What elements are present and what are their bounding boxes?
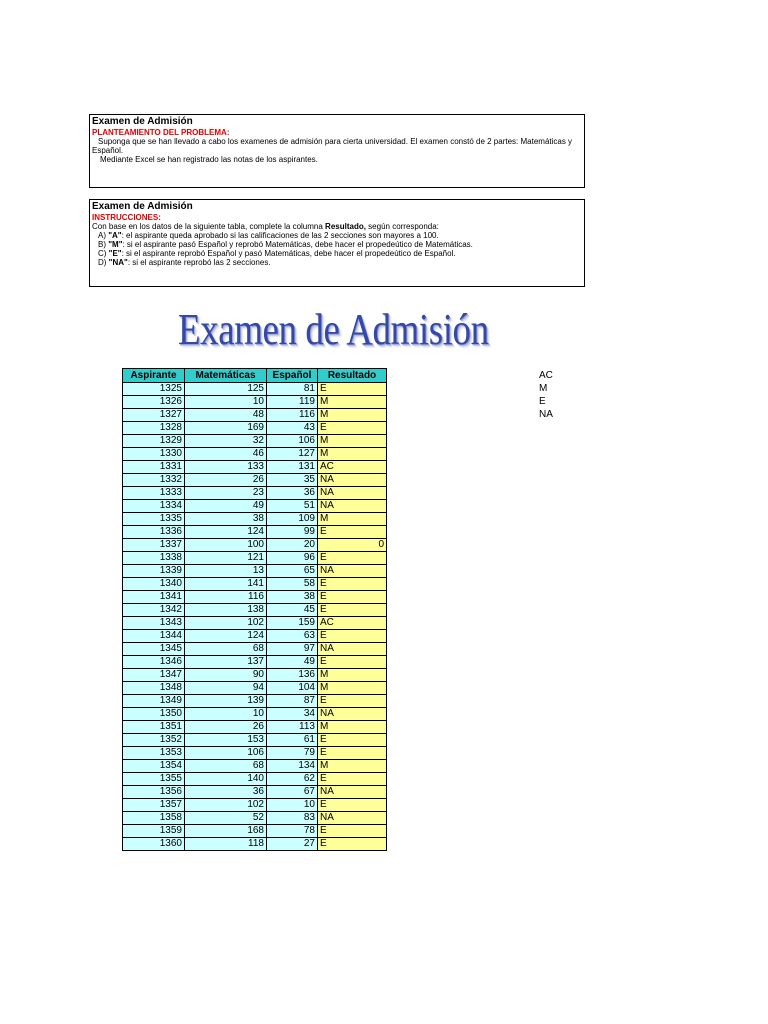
table-row	[123, 435, 387, 448]
cell-matematicas[interactable]: 138	[185, 604, 267, 617]
cell-espanol[interactable]: 34	[267, 708, 318, 721]
cell-espanol[interactable]: 45	[267, 604, 318, 617]
table-row	[123, 578, 387, 591]
header-row	[123, 369, 387, 383]
cell-resultado[interactable]: NA	[318, 812, 387, 825]
intro-text: Con base en los datos de la siguiente tabla, complete la columna	[92, 222, 326, 231]
cell-matematicas[interactable]: 100	[185, 539, 267, 552]
main-title: Examen de Admisión	[178, 305, 489, 354]
cell-espanol[interactable]: 63	[267, 630, 318, 643]
cell-aspirante[interactable]: 1327	[123, 409, 185, 422]
cell-espanol[interactable]: 10	[267, 799, 318, 812]
cell-aspirante[interactable]: 1334	[123, 500, 185, 513]
cell-espanol[interactable]: 65	[267, 565, 318, 578]
cell-resultado[interactable]: NA	[318, 500, 387, 513]
cell-resultado[interactable]: NA	[318, 487, 387, 500]
cell-matematicas[interactable]: 13	[185, 565, 267, 578]
header-aspirante[interactable]: Aspirante	[123, 369, 185, 383]
cell-resultado[interactable]: M	[318, 513, 387, 526]
cell-resultado[interactable]: M	[318, 669, 387, 682]
table-row	[123, 409, 387, 422]
cell-matematicas[interactable]: 124	[185, 630, 267, 643]
cell-espanol[interactable]: 20	[267, 539, 318, 552]
cell-aspirante[interactable]: 1351	[123, 721, 185, 734]
cell-espanol[interactable]: 36	[267, 487, 318, 500]
cell-espanol[interactable]: 87	[267, 695, 318, 708]
cell-espanol[interactable]: 97	[267, 643, 318, 656]
cell-resultado[interactable]: E	[318, 747, 387, 760]
intro-tail: según corresponda:	[365, 222, 439, 231]
instruction-item-c	[92, 249, 582, 258]
table-row	[123, 760, 387, 773]
cell-resultado[interactable]: E	[318, 422, 387, 435]
cell-resultado[interactable]: E	[318, 552, 387, 565]
item-code: "M"	[108, 240, 123, 249]
table-row	[123, 695, 387, 708]
legend-item: E	[539, 396, 546, 407]
cell-matematicas[interactable]: 124	[185, 526, 267, 539]
cell-espanol[interactable]: 119	[267, 396, 318, 409]
cell-resultado[interactable]: M	[318, 435, 387, 448]
cell-aspirante[interactable]: 1335	[123, 513, 185, 526]
cell-resultado[interactable]: E	[318, 838, 387, 851]
table-row	[123, 708, 387, 721]
table-row	[123, 669, 387, 682]
cell-espanol[interactable]: 109	[267, 513, 318, 526]
table-row	[123, 630, 387, 643]
cell-matematicas[interactable]: 125	[185, 383, 267, 396]
cell-resultado[interactable]: E	[318, 799, 387, 812]
header-resultado[interactable]: Resultado	[318, 369, 387, 383]
cell-aspirante[interactable]: 1333	[123, 487, 185, 500]
cell-espanol[interactable]: 99	[267, 526, 318, 539]
table-row	[123, 474, 387, 487]
results-table	[122, 368, 387, 851]
table-row	[123, 565, 387, 578]
intro-bold: Resultado,	[325, 222, 366, 231]
item-text: : si el aspirante reprobó las 2 secciones.	[127, 258, 271, 267]
cell-resultado[interactable]: NA	[318, 474, 387, 487]
table-row	[123, 526, 387, 539]
table-row	[123, 422, 387, 435]
cell-resultado[interactable]: E	[318, 604, 387, 617]
item-code: "E"	[108, 249, 122, 258]
table-row	[123, 383, 387, 396]
header-matematicas[interactable]: Matemáticas	[185, 369, 267, 383]
cell-matematicas[interactable]: 153	[185, 734, 267, 747]
table-row	[123, 656, 387, 669]
cell-espanol[interactable]: 38	[267, 591, 318, 604]
cell-resultado[interactable]: AC	[318, 461, 387, 474]
cell-resultado[interactable]: AC	[318, 617, 387, 630]
cell-espanol[interactable]: 27	[267, 838, 318, 851]
cell-espanol[interactable]: 116	[267, 409, 318, 422]
cell-matematicas[interactable]: 90	[185, 669, 267, 682]
cell-aspirante[interactable]: 1353	[123, 747, 185, 760]
cell-espanol[interactable]: 83	[267, 812, 318, 825]
legend-item: M	[539, 383, 548, 394]
table-row	[123, 396, 387, 409]
cell-aspirante[interactable]: 1354	[123, 760, 185, 773]
table-row	[123, 799, 387, 812]
table-row	[123, 448, 387, 461]
table-row	[123, 617, 387, 630]
cell-espanol[interactable]: 127	[267, 448, 318, 461]
cell-espanol[interactable]: 43	[267, 422, 318, 435]
cell-espanol[interactable]: 134	[267, 760, 318, 773]
table-row	[123, 812, 387, 825]
instruction-item-b	[92, 240, 582, 249]
cell-matematicas[interactable]: 32	[185, 435, 267, 448]
header-espanol[interactable]: Español	[267, 369, 318, 383]
cell-espanol[interactable]: 35	[267, 474, 318, 487]
cell-matematicas[interactable]: 102	[185, 799, 267, 812]
table-row	[123, 682, 387, 695]
cell-aspirante[interactable]: 1337	[123, 539, 185, 552]
cell-matematicas[interactable]: 141	[185, 578, 267, 591]
cell-matematicas[interactable]: 26	[185, 474, 267, 487]
item-text: : si el aspirante pasó Español y reprobó Matemáticas, debe hacer el propedeútico de Matemáticas.	[122, 240, 473, 249]
cell-aspirante[interactable]: 1358	[123, 812, 185, 825]
cell-espanol[interactable]: 78	[267, 825, 318, 838]
cell-matematicas[interactable]: 26	[185, 721, 267, 734]
cell-resultado[interactable]: E	[318, 526, 387, 539]
cell-matematicas[interactable]: 10	[185, 396, 267, 409]
box1-line-2: Español.	[92, 146, 124, 155]
cell-resultado[interactable]: NA	[318, 786, 387, 799]
table-row	[123, 513, 387, 526]
item-text: : el aspirante queda aprobado si las calificaciones de las 2 secciones son mayores a 100.	[121, 231, 439, 240]
table-body	[123, 383, 387, 851]
cell-matematicas[interactable]: 46	[185, 448, 267, 461]
cell-aspirante[interactable]: 1336	[123, 526, 185, 539]
cell-resultado[interactable]: M	[318, 448, 387, 461]
cell-resultado[interactable]: E	[318, 630, 387, 643]
box1-line-3: Mediante Excel se han registrado las notas de los aspirantes.	[100, 155, 318, 164]
cell-aspirante[interactable]: 1357	[123, 799, 185, 812]
cell-espanol[interactable]: 96	[267, 552, 318, 565]
cell-matematicas[interactable]: 137	[185, 656, 267, 669]
cell-espanol[interactable]: 81	[267, 383, 318, 396]
cell-resultado[interactable]: E	[318, 695, 387, 708]
cell-espanol[interactable]: 79	[267, 747, 318, 760]
cell-resultado[interactable]: M	[318, 760, 387, 773]
legend-item: AC	[539, 370, 553, 381]
cell-aspirante[interactable]: 1349	[123, 695, 185, 708]
cell-matematicas[interactable]: 38	[185, 513, 267, 526]
cell-aspirante[interactable]: 1332	[123, 474, 185, 487]
cell-resultado[interactable]: E	[318, 656, 387, 669]
table-row	[123, 539, 387, 552]
cell-aspirante[interactable]: 1328	[123, 422, 185, 435]
item-prefix: D)	[98, 258, 109, 267]
cell-matematicas[interactable]: 52	[185, 812, 267, 825]
cell-aspirante[interactable]: 1347	[123, 669, 185, 682]
cell-resultado[interactable]: E	[318, 578, 387, 591]
cell-aspirante[interactable]: 1348	[123, 682, 185, 695]
cell-resultado[interactable]: M	[318, 409, 387, 422]
table-row	[123, 773, 387, 786]
cell-aspirante[interactable]: 1356	[123, 786, 185, 799]
cell-matematicas[interactable]: 140	[185, 773, 267, 786]
cell-resultado[interactable]: NA	[318, 565, 387, 578]
cell-matematicas[interactable]: 118	[185, 838, 267, 851]
item-prefix: A)	[98, 231, 109, 240]
cell-aspirante[interactable]: 1343	[123, 617, 185, 630]
table-row	[123, 838, 387, 851]
cell-espanol[interactable]: 106	[267, 435, 318, 448]
table-row	[123, 591, 387, 604]
cell-aspirante[interactable]: 1360	[123, 838, 185, 851]
box2-intro	[92, 222, 582, 231]
cell-matematicas[interactable]: 10	[185, 708, 267, 721]
cell-resultado[interactable]: E	[318, 734, 387, 747]
cell-espanol[interactable]: 131	[267, 461, 318, 474]
instruction-item-a	[92, 231, 582, 240]
cell-aspirante[interactable]: 1330	[123, 448, 185, 461]
cell-espanol[interactable]: 113	[267, 721, 318, 734]
table-row	[123, 643, 387, 656]
cell-espanol[interactable]: 67	[267, 786, 318, 799]
table-row	[123, 500, 387, 513]
cell-resultado[interactable]: M	[318, 682, 387, 695]
cell-aspirante[interactable]: 1340	[123, 578, 185, 591]
cell-resultado[interactable]: 0	[318, 539, 387, 552]
cell-resultado[interactable]: E	[318, 591, 387, 604]
cell-resultado[interactable]: E	[318, 383, 387, 396]
table-row	[123, 552, 387, 565]
cell-resultado[interactable]: NA	[318, 643, 387, 656]
table-row	[123, 786, 387, 799]
cell-aspirante[interactable]: 1359	[123, 825, 185, 838]
cell-aspirante[interactable]: 1329	[123, 435, 185, 448]
cell-resultado[interactable]: E	[318, 825, 387, 838]
cell-matematicas[interactable]: 102	[185, 617, 267, 630]
cell-matematicas[interactable]: 106	[185, 747, 267, 760]
cell-espanol[interactable]: 61	[267, 734, 318, 747]
cell-espanol[interactable]: 49	[267, 656, 318, 669]
item-text: : si el aspirante reprobó Español y pasó Matemáticas, debe hacer el propedeútico de Español.	[121, 249, 456, 258]
cell-matematicas[interactable]: 168	[185, 825, 267, 838]
cell-aspirante[interactable]: 1350	[123, 708, 185, 721]
cell-aspirante[interactable]: 1341	[123, 591, 185, 604]
cell-aspirante[interactable]: 1345	[123, 643, 185, 656]
cell-aspirante[interactable]: 1355	[123, 773, 185, 786]
table-row	[123, 825, 387, 838]
cell-aspirante[interactable]: 1342	[123, 604, 185, 617]
cell-espanol[interactable]: 58	[267, 578, 318, 591]
cell-matematicas[interactable]: 121	[185, 552, 267, 565]
cell-matematicas[interactable]: 68	[185, 643, 267, 656]
cell-espanol[interactable]: 51	[267, 500, 318, 513]
cell-matematicas[interactable]: 49	[185, 500, 267, 513]
cell-aspirante[interactable]: 1326	[123, 396, 185, 409]
item-prefix: B)	[98, 240, 109, 249]
cell-matematicas[interactable]: 68	[185, 760, 267, 773]
cell-espanol[interactable]: 159	[267, 617, 318, 630]
problem-statement-box	[89, 114, 585, 188]
cell-aspirante[interactable]: 1331	[123, 461, 185, 474]
cell-matematicas[interactable]: 139	[185, 695, 267, 708]
result-legend	[539, 369, 553, 421]
legend-item: NA	[539, 409, 553, 420]
box1-subtitle: PLANTEAMIENTO DEL PROBLEMA:	[92, 128, 230, 137]
box2-subtitle: INSTRUCCIONES:	[92, 213, 161, 222]
box2-title: Examen de Admisión	[92, 201, 193, 212]
cell-espanol[interactable]: 136	[267, 669, 318, 682]
item-prefix: C)	[98, 249, 109, 258]
instruction-item-d	[92, 258, 582, 267]
cell-aspirante[interactable]: 1346	[123, 656, 185, 669]
cell-espanol[interactable]: 104	[267, 682, 318, 695]
item-code: "NA"	[108, 258, 128, 267]
cell-matematicas[interactable]: 48	[185, 409, 267, 422]
cell-matematicas[interactable]: 169	[185, 422, 267, 435]
cell-aspirante[interactable]: 1352	[123, 734, 185, 747]
table-row	[123, 721, 387, 734]
cell-aspirante[interactable]: 1344	[123, 630, 185, 643]
cell-matematicas[interactable]: 133	[185, 461, 267, 474]
cell-resultado[interactable]: M	[318, 396, 387, 409]
cell-aspirante[interactable]: 1339	[123, 565, 185, 578]
table-row	[123, 734, 387, 747]
cell-matematicas[interactable]: 94	[185, 682, 267, 695]
table-row	[123, 461, 387, 474]
cell-resultado[interactable]: E	[318, 773, 387, 786]
box1-line-1: Suponga que se han llevado a cabo los examenes de admisión para cierta universidad. El examen constó de 2 partes: Matemáticas y	[98, 137, 573, 146]
table-row	[123, 604, 387, 617]
cell-espanol[interactable]: 62	[267, 773, 318, 786]
cell-aspirante[interactable]: 1325	[123, 383, 185, 396]
table-row	[123, 747, 387, 760]
cell-resultado[interactable]: NA	[318, 708, 387, 721]
cell-matematicas[interactable]: 116	[185, 591, 267, 604]
cell-aspirante[interactable]: 1338	[123, 552, 185, 565]
box1-title: Examen de Admisión	[92, 116, 193, 127]
item-code: "A"	[108, 231, 122, 240]
instructions-box	[89, 199, 585, 287]
cell-matematicas[interactable]: 36	[185, 786, 267, 799]
cell-matematicas[interactable]: 23	[185, 487, 267, 500]
cell-resultado[interactable]: M	[318, 721, 387, 734]
table-row	[123, 487, 387, 500]
